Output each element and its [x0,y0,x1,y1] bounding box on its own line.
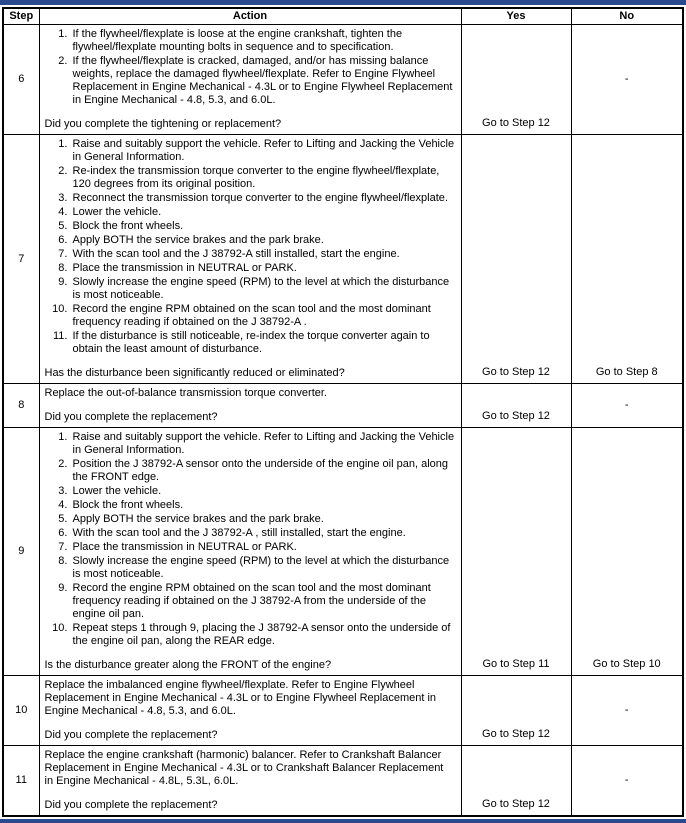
no-cell: - [571,746,683,817]
action-question: Did you complete the replacement? [44,411,218,423]
action-question: Has the disturbance been significantly reduced or eliminated? [44,367,345,379]
step-cell: 8 [3,384,39,428]
action-cell [39,135,461,384]
table-row [3,135,683,384]
action-cell [39,428,461,676]
no-cell: - [571,384,683,428]
action-list [45,138,455,356]
action-item: 6. Apply BOTH the service brakes and the park brake. [71,234,455,247]
action-question: Did you complete the tightening or replacement? [44,118,282,130]
header-no: No [571,8,683,25]
header-action: Action [39,8,461,25]
action-item: 7. With the scan tool and the J 38792-A still installed, start the engine. [71,248,455,261]
no-cell: - [571,676,683,746]
table-row [3,428,683,676]
header-row [3,8,683,25]
action-item: 2. Position the J 38792-A sensor onto the underside of the engine oil pan, along the FRONT edge. [71,458,455,484]
diagnostic-table [2,7,684,817]
action-item: 2. Re-index the transmission torque converter to the engine flywheel/flexplate, 120 degrees from its original position. [71,165,455,191]
action-item: 7. Place the transmission in NEUTRAL or PARK. [71,541,455,554]
table-row [3,676,683,746]
action-cell [39,676,461,746]
no-cell: Go to Step 10 [571,428,683,676]
action-item: 2. If the flywheel/flexplate is cracked, damaged, and/or has missing balance weights, replace the damaged flywheel/flexplate. Refer to Engine Flywheel Replacement in Engine Mechanical - 4.3L or to Engine Flywheel Replacement in Engine Mechanical - 4.8, 5.3, and 6.0L. [71,55,455,107]
action-text: Replace the engine crankshaft (harmonic) balancer. Refer to Crankshaft Balancer Replacement in Engine Mechanical - 4.3L or to Crankshaft Balancer Replacement in Engine Mechanical - 4.8L, 5.3L, 6.0L. [44,749,444,787]
action-item: 1. If the flywheel/flexplate is loose at the engine crankshaft, tighten the flywheel/flexplate mounting bolts in sequence and to specification. [71,28,455,54]
action-cell [39,746,461,817]
action-item: 9. Record the engine RPM obtained on the scan tool and the most dominant frequency reading if obtained on the J 38792-A from the underside of the engine oil pan. [71,582,455,621]
bottom-border-bar [0,819,686,823]
action-text: Replace the out-of-balance transmission torque converter. [44,387,327,399]
action-item: 3. Reconnect the transmission torque converter to the engine flywheel/flexplate. [71,192,455,205]
action-question: Did you complete the replacement? [44,729,218,741]
yes-cell: Go to Step 12 [461,135,571,384]
yes-cell: Go to Step 12 [461,384,571,428]
action-item: 1. Raise and suitably support the vehicle. Refer to Lifting and Jacking the Vehicle in General Information. [71,431,455,457]
action-question: Did you complete the replacement? [44,799,218,811]
action-cell [39,384,461,428]
step-cell: 10 [3,676,39,746]
action-item: 8. Place the transmission in NEUTRAL or PARK. [71,262,455,275]
header-step: Step [3,8,39,25]
action-cell [39,25,461,135]
action-item: 8. Slowly increase the engine speed (RPM) to the level at which the disturbance is most noticeable. [71,555,455,581]
step-cell: 6 [3,25,39,135]
table-row [3,25,683,135]
action-item: 6. With the scan tool and the J 38792-A , still installed, start the engine. [71,527,455,540]
action-item: 10. Repeat steps 1 through 9, placing the J 38792-A sensor onto the underside of the engine oil pan, along the REAR edge. [71,622,455,648]
document-page [0,5,686,819]
step-cell: 7 [3,135,39,384]
action-item: 9. Slowly increase the engine speed (RPM) to the level at which the disturbance is most noticeable. [71,276,455,302]
action-item: 3. Lower the vehicle. [71,485,455,498]
action-item: 4. Block the front wheels. [71,499,455,512]
yes-cell: Go to Step 12 [461,746,571,817]
action-item: 5. Block the front wheels. [71,220,455,233]
action-list [45,28,455,107]
table-body [3,25,683,817]
yes-cell: Go to Step 11 [461,428,571,676]
no-cell: Go to Step 8 [571,135,683,384]
header-yes: Yes [461,8,571,25]
table-row [3,384,683,428]
yes-cell: Go to Step 12 [461,676,571,746]
action-item: 5. Apply BOTH the service brakes and the park brake. [71,513,455,526]
step-cell: 9 [3,428,39,676]
table-row [3,746,683,817]
action-text: Replace the imbalanced engine flywheel/flexplate. Refer to Engine Flywheel Replacement in Engine Mechanical - 4.3L or to Engine Flywheel Replacement in Engine Mechanical - 4.8, 5.3, and 6.0L. [44,679,437,717]
no-cell: - [571,25,683,135]
action-item: 11. If the disturbance is still noticeable, re-index the torque converter again to obtain the least amount of disturbance. [71,330,455,356]
step-cell: 11 [3,746,39,817]
action-item: 10. Record the engine RPM obtained on the scan tool and the most dominant frequency reading if obtained on the J 38792-A . [71,303,455,329]
action-list [45,431,455,648]
action-item: 1. Raise and suitably support the vehicle. Refer to Lifting and Jacking the Vehicle in General Information. [71,138,455,164]
yes-cell: Go to Step 12 [461,25,571,135]
action-item: 4. Lower the vehicle. [71,206,455,219]
action-question: Is the disturbance greater along the FRONT of the engine? [44,659,332,671]
